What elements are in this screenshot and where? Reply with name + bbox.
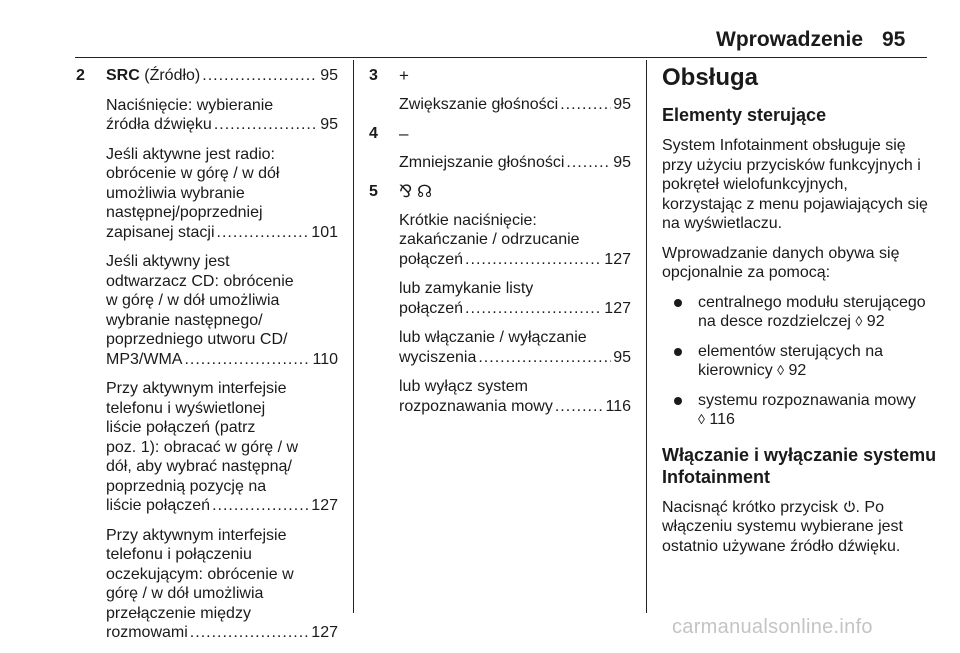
paragraph: [662, 498, 942, 557]
text-line: pokręteł wielofunkcyjnych,: [662, 176, 848, 193]
page-ref-icon: ◊: [855, 313, 863, 329]
minus-icon: –: [399, 124, 409, 143]
toc-leader: [560, 95, 611, 115]
page-ref[interactable]: 92: [788, 362, 807, 379]
column-divider-left: [353, 60, 354, 613]
power-icon: [843, 500, 856, 513]
page-ref[interactable]: 95: [320, 67, 338, 84]
text-line: Przy aktywnym interfejsie: [106, 526, 287, 544]
text-line: poprzedniego utworu CD/: [106, 331, 288, 348]
bullet-list: [662, 293, 942, 430]
text-line: wyciszenia: [399, 348, 477, 366]
text-line: Jeśli aktywne jest radio:: [106, 145, 275, 163]
text-line: poz. 1): obracać w górę / w: [106, 438, 299, 456]
toc-line: [106, 66, 338, 86]
paragraph: [399, 279, 631, 318]
text-line: w górę / w dół umożliwia: [106, 292, 280, 309]
toc-leader: [214, 115, 318, 135]
text-line: rozpoznawania mowy: [399, 397, 553, 415]
page-ref[interactable]: 95: [613, 95, 631, 113]
toc-leader: [555, 397, 604, 417]
item-number: 4: [369, 125, 378, 142]
middle-column: [369, 66, 631, 426]
text-line: zapisanej stacji: [106, 223, 215, 241]
text-line: połączeń: [399, 250, 464, 268]
page-ref[interactable]: 127: [604, 299, 631, 317]
text-line: elementów sterujących na: [698, 342, 883, 360]
text-line: Zwiększanie głośności: [399, 95, 559, 113]
entry-volume-down: [369, 124, 631, 172]
page-ref[interactable]: 127: [604, 250, 631, 268]
item-number: 3: [369, 67, 378, 84]
page-ref[interactable]: 127: [311, 624, 338, 641]
text-line: Zmniejszanie głośności: [399, 153, 565, 171]
subsection-title: Elementy sterujące: [662, 105, 827, 125]
text-line: Włączanie i wyłączanie systemu: [662, 444, 937, 465]
text-line: systemu rozpoznawania mowy: [698, 391, 916, 409]
src-label: SRC: [106, 67, 140, 84]
page-header-title: Wprowadzenie: [716, 28, 864, 51]
src-suffix: (Źródło): [144, 67, 201, 84]
text-line: telefonu i połączeniu: [106, 546, 252, 563]
item-number: 2: [76, 67, 85, 84]
toc-leader: [566, 153, 611, 173]
text-line: liście połączeń: [106, 497, 211, 514]
text-line: na wyświetlaczu.: [662, 215, 783, 232]
text-line: włączeniu systemu wybierane jest: [662, 518, 903, 535]
text-line: obrócenie w górę / w dół: [106, 165, 280, 182]
header-rule: [75, 57, 927, 58]
text-line: zakańczanie / odrzucanie: [399, 231, 580, 248]
text-line: dół, aby wybrać następną/: [106, 458, 292, 475]
page-ref[interactable]: 95: [613, 348, 631, 366]
text-line: lub wyłącz system: [399, 378, 528, 395]
paragraph: [106, 379, 338, 516]
page-ref-icon: ◊: [698, 411, 705, 427]
text-line: System Infotainment obsługuje się: [662, 137, 906, 154]
toc-leader: [184, 350, 310, 370]
text-line: źródła dźwięku: [106, 116, 212, 133]
text-line: przy użyciu przycisków funkcyjnych i: [662, 156, 921, 174]
paragraph: [106, 252, 338, 369]
page-ref[interactable]: 95: [320, 116, 338, 133]
page-ref-icon: ◊: [777, 362, 785, 378]
page-ref[interactable]: 101: [311, 223, 338, 241]
right-column: [662, 64, 942, 566]
text-line: odtwarzacz CD: obrócenie: [106, 272, 294, 290]
text-line: wybranie następnego/: [106, 311, 263, 329]
toc-leader: [212, 496, 309, 516]
text-line: Przy aktywnym interfejsie: [106, 380, 287, 397]
toc-leader: [478, 348, 611, 368]
text-line: rozmowami: [106, 624, 188, 641]
watermark[interactable]: carmanualsonline.info: [672, 616, 873, 638]
paragraph: [399, 328, 631, 367]
paragraph: [106, 526, 338, 643]
page-ref[interactable]: 95: [613, 153, 631, 171]
page-ref[interactable]: 127: [311, 497, 338, 514]
text-line: opcjonalnie za pomocą:: [662, 264, 831, 281]
paragraph: [106, 96, 338, 135]
text-line: ostatnio używane źródło dźwięku.: [662, 537, 901, 555]
text-line: połączeń: [399, 299, 464, 317]
mute-hangup-icon: ⅋ ☊: [399, 182, 433, 201]
bullet-icon: [674, 348, 682, 356]
bullet-icon: [674, 299, 682, 307]
text-line: MP3/WMA: [106, 350, 183, 368]
text-line: przełączenie między: [106, 604, 251, 622]
text-line: górę / w dół umożliwia: [106, 585, 264, 602]
text-line: korzystając z menu pojawiających się: [662, 195, 928, 213]
text-line: lub zamykanie listy: [399, 280, 534, 297]
left-column: [76, 66, 338, 653]
toc-leader: [202, 66, 318, 86]
entry-end-call: [369, 182, 631, 269]
list-item: [662, 391, 942, 430]
text-line: Naciśnięcie: wybieranie: [106, 96, 274, 114]
text-line: następnej/poprzedniej: [106, 204, 263, 221]
paragraph: [662, 244, 942, 283]
item-number: 5: [369, 183, 378, 200]
page-ref[interactable]: 92: [866, 313, 885, 330]
text-line: na desce rozdzielczej: [698, 313, 851, 330]
text-line: kierownicy: [698, 362, 773, 379]
text-line: umożliwia wybranie: [106, 184, 245, 202]
text-line: Wprowadzanie danych obywa się: [662, 244, 900, 262]
paragraph: [662, 136, 942, 234]
text-line: . Po: [855, 498, 884, 516]
column-divider-right: [646, 60, 647, 613]
page-number: 95: [882, 28, 906, 51]
toc-leader: [465, 250, 602, 270]
entry-src: [76, 66, 338, 86]
text-line: liście połączeń (patrz: [106, 419, 256, 436]
entry-volume-up: [369, 66, 631, 114]
paragraph: [106, 145, 338, 243]
text-line: Nacisnąć krótko przycisk: [662, 498, 839, 516]
text-line: Infotainment: [662, 466, 770, 487]
toc-leader: [465, 299, 602, 319]
list-item: [662, 342, 942, 381]
toc-leader: [217, 223, 310, 243]
text-line: lub włączanie / wyłączanie: [399, 329, 587, 346]
paragraph: [399, 377, 631, 416]
list-item: [662, 293, 942, 332]
text-line: centralnego modułu sterującego: [698, 293, 926, 311]
page-ref[interactable]: 116: [709, 411, 735, 428]
text-line: Jeśli aktywny jest: [106, 253, 230, 270]
plus-icon: +: [399, 66, 409, 85]
text-line: telefonu i wyświetlonej: [106, 399, 266, 417]
section-title: Obsługa: [662, 64, 759, 91]
toc-leader: [190, 623, 310, 643]
text-line: Krótkie naciśnięcie:: [399, 211, 537, 229]
bullet-icon: [674, 397, 682, 405]
page-ref[interactable]: 110: [312, 350, 338, 368]
text-line: poprzednią pozycję na: [106, 477, 267, 495]
page-ref[interactable]: 116: [605, 397, 631, 415]
subsection-title: [662, 444, 942, 488]
text-line: oczekującym: obrócenie w: [106, 565, 294, 583]
